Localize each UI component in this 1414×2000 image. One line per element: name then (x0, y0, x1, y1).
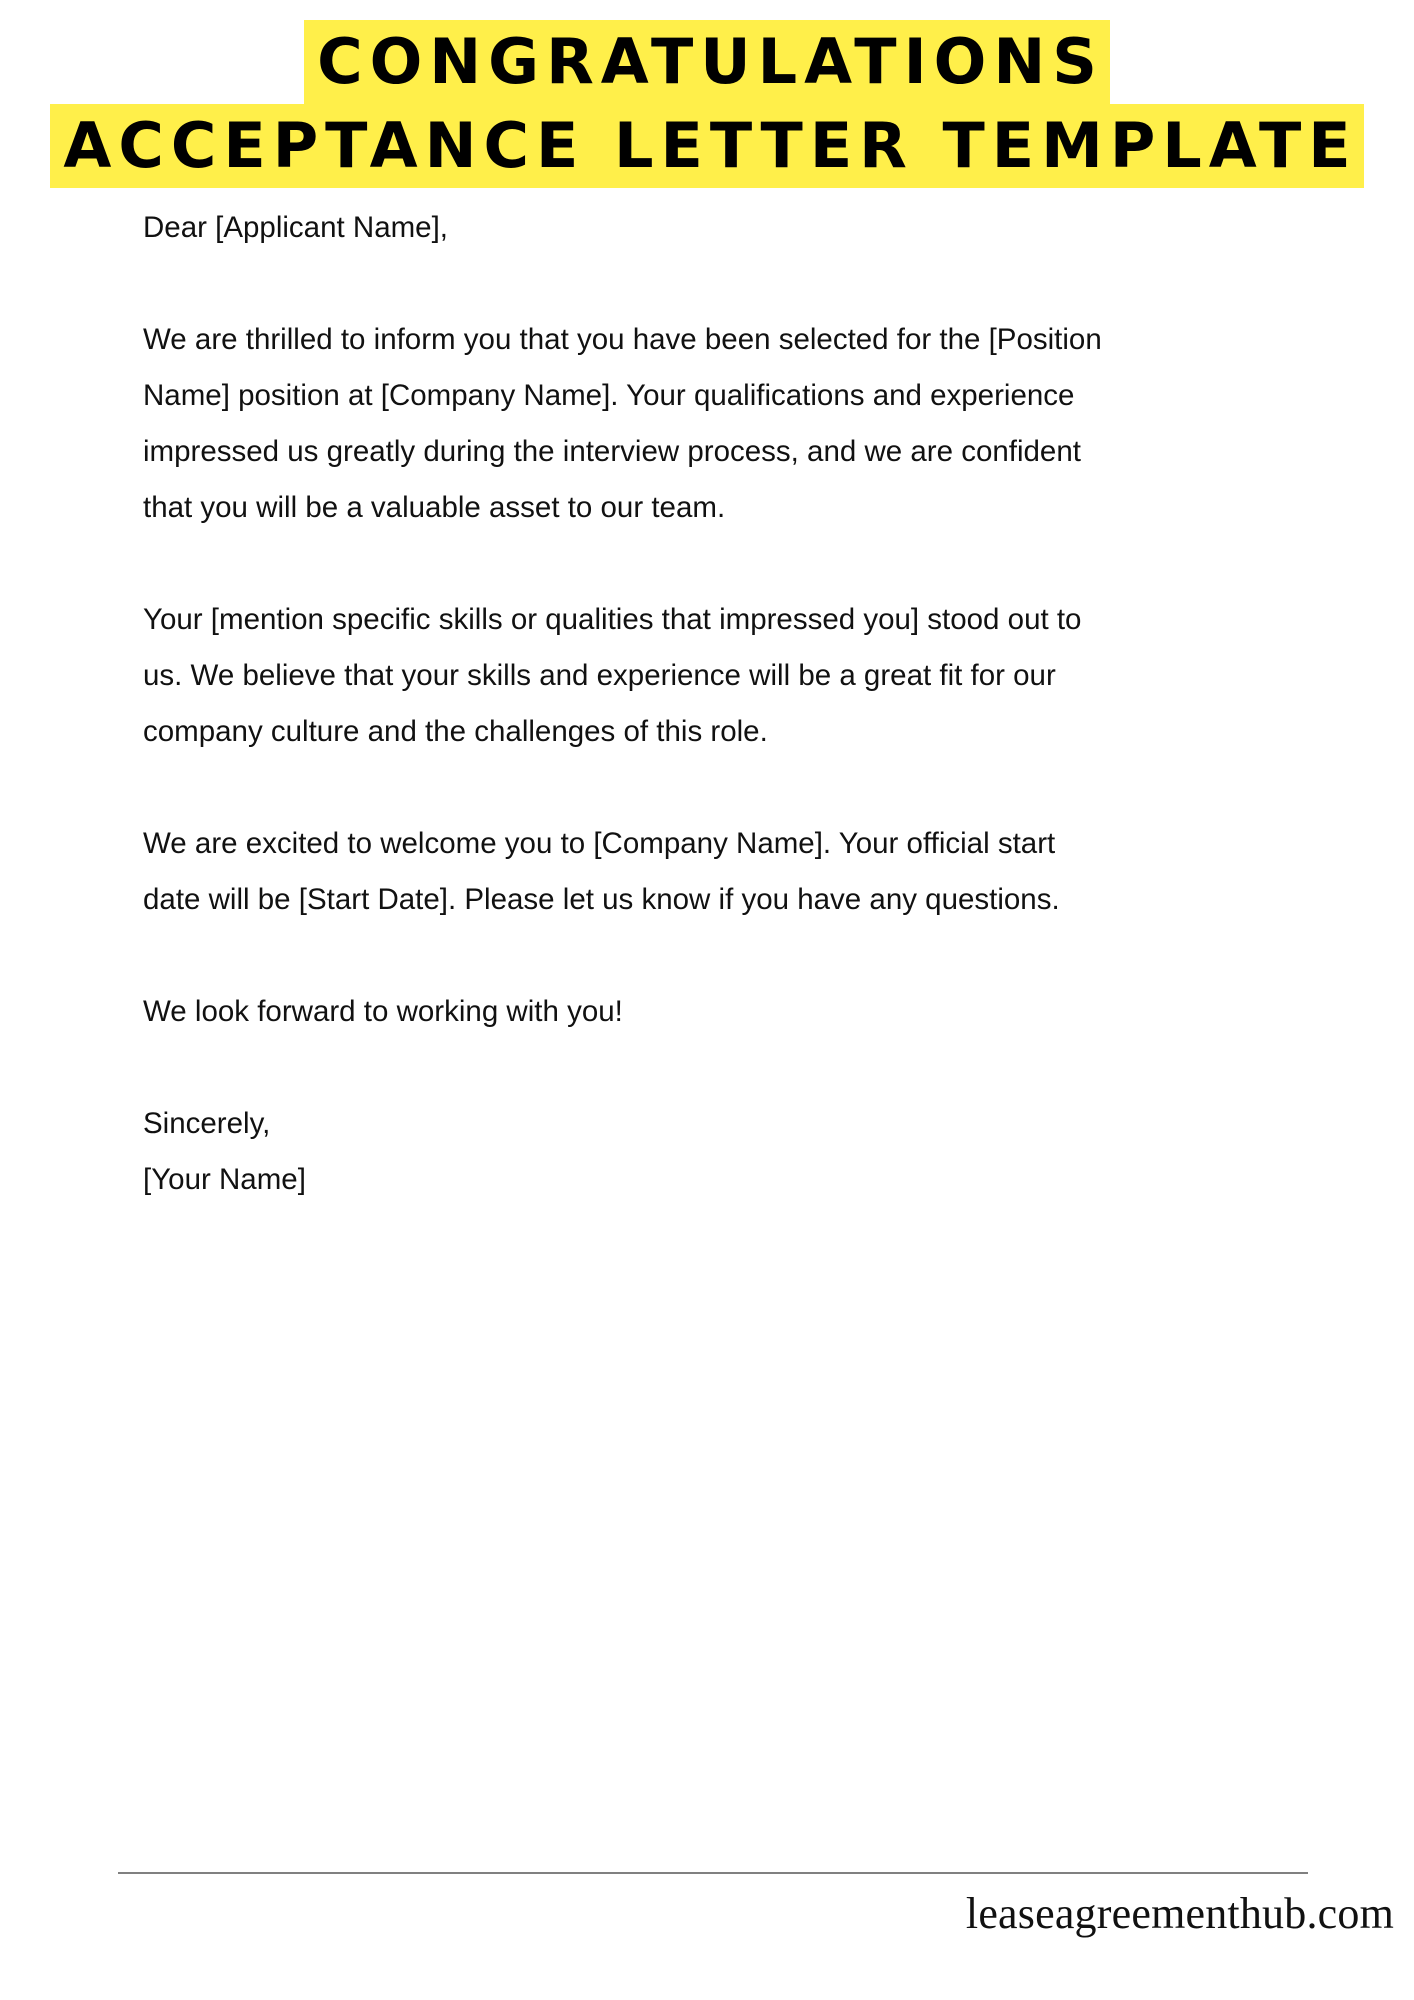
title-line-2: ACCEPTANCE LETTER TEMPLATE (50, 104, 1363, 188)
paragraph-gap (143, 256, 1323, 312)
paragraph-gap (143, 928, 1323, 984)
signoff: Sincerely, (143, 1107, 271, 1140)
paragraph-line: that you will be a valuable asset to our team. (143, 491, 726, 524)
paragraph-line: us. We believe that your skills and experience will be a great fit for our (143, 659, 1056, 692)
paragraph-line: impressed us greatly during the interview process, and we are confident (143, 435, 1081, 468)
document-title (0, 20, 1414, 188)
footer-divider (118, 1872, 1308, 1874)
paragraph-line: Your [mention specific skills or qualities that impressed you] stood out to (143, 603, 1082, 636)
title-line-1: CONGRATULATIONS (304, 20, 1110, 104)
paragraph-gap (143, 1040, 1323, 1096)
footer-website: leaseagreementhub.com (965, 1889, 1394, 1938)
paragraph-gap (143, 536, 1323, 592)
paragraph-welcome (143, 816, 1323, 928)
paragraph-line: We are thrilled to inform you that you have been selected for the [Position (143, 323, 1102, 356)
paragraph-gap (143, 760, 1323, 816)
paragraph-selection (143, 312, 1323, 536)
salutation: Dear [Applicant Name], (143, 211, 448, 244)
closing-line: We look forward to working with you! (143, 995, 623, 1028)
paragraph-line: We are excited to welcome you to [Company Name]. Your official start (143, 827, 1056, 860)
paragraph-skills (143, 592, 1323, 760)
paragraph-line: date will be [Start Date]. Please let us know if you have any questions. (143, 883, 1060, 916)
signature-placeholder: [Your Name] (143, 1163, 306, 1196)
letter-body (143, 200, 1323, 1208)
paragraph-line: company culture and the challenges of this role. (143, 715, 768, 748)
paragraph-line: Name] position at [Company Name]. Your qualifications and experience (143, 379, 1075, 412)
